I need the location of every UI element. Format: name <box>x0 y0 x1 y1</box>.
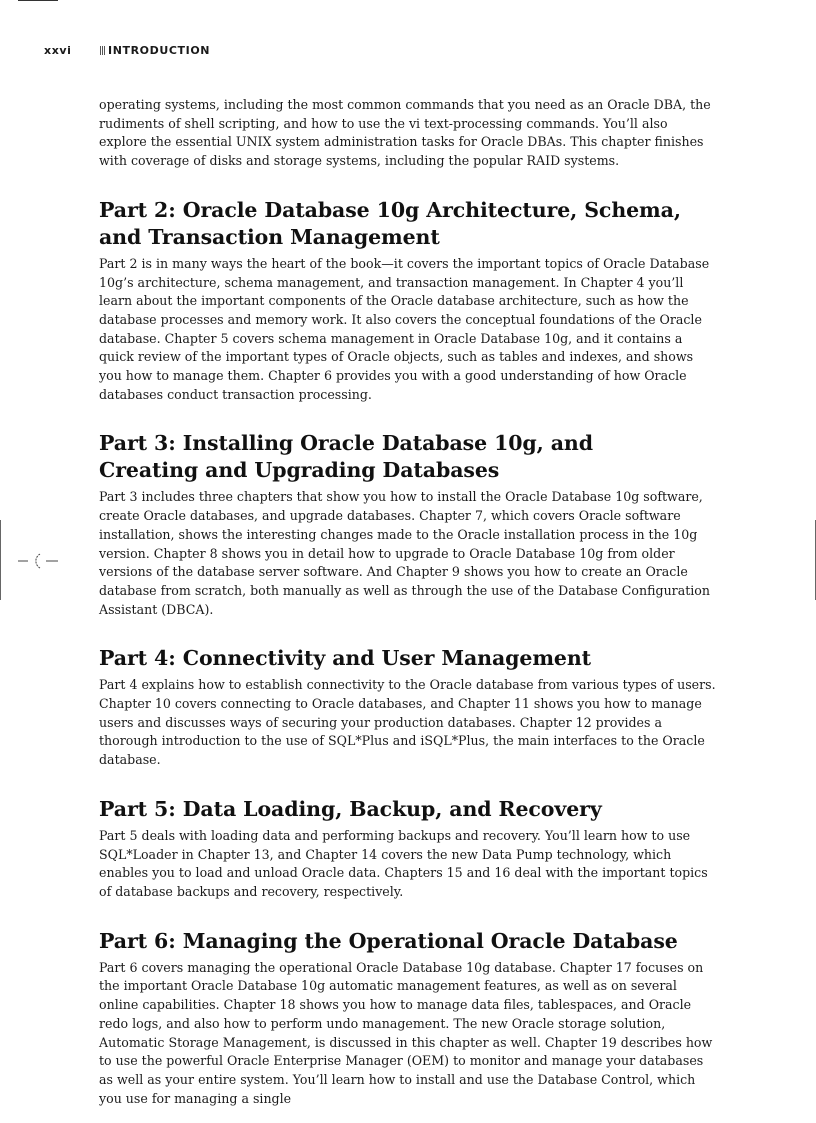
part-5-heading: Part 5: Data Loading, Backup, and Recovery <box>99 796 602 821</box>
part-4-paragraph: Part 4 explains how to establish connectivity to the Oracle database from various types of users. Chapter 10 covers connecting to Oracle databases, and Chapter 11 shows you how to manage users and discusses ways of securing your production databases. Chapter 12 provides a thorough introduction to the use of SQL*Plus and iSQL*Plus, the main interfaces to the Oracle database. <box>99 677 716 768</box>
page-content <box>99 96 719 1108</box>
registration-mark-icon <box>18 548 58 574</box>
part-3-heading-line-2: Creating and Upgrading Databases <box>99 458 500 483</box>
running-head-title: INTRODUCTION <box>108 44 211 57</box>
top-crop-rule <box>18 0 58 1</box>
section-part-4 <box>99 645 719 770</box>
part-3-heading <box>99 430 719 484</box>
part-5-paragraph: Part 5 deals with loading data and performing backups and recovery. You’ll learn how to use SQL*Loader in Chapter 13, and Chapter 14 covers the new Data Pump technology, which enables you to load and unload Oracle data. Chapters 15 and 16 deal with the important topics of database backups and recovery, respectively. <box>99 827 708 899</box>
part-6-paragraph: Part 6 covers managing the operational Oracle Database 10g database. Chapter 17 focuses on the important Oracle Database 10g automatic management features, as well as on several online capabilities. Chapter 18 shows you how to manage data files, tablespaces, and Oracle redo logs, and also how to perform undo management. The new Oracle storage solution, Automatic Storage Management, is discussed in this chapter as well. Chapter 19 describes how to use the powerful Oracle Enterprise Manager (OEM) to monitor and manage your databases as well as your entire system. You’ll learn how to install and use the Database Control, which you use for managing a single <box>99 959 713 1106</box>
running-header <box>44 44 210 57</box>
section-part-5 <box>99 796 719 902</box>
page-number: xxvi <box>44 44 72 57</box>
part-3-paragraph: Part 3 includes three chapters that show you how to install the Oracle Database 10g software, create Oracle databases, and upgrade databases. Chapter 7, which covers Oracle software installation, shows the interesting changes made to the Oracle installation process in the 10g version. Chapter 8 shows you in detail how to upgrade to Oracle Database 10g from older versions of the database server software. And Chapter 9 shows you how to create an Oracle database from scratch, both manually as well as through the use of the Database Configuration Assistant (DBCA). <box>99 489 710 617</box>
section-part-3 <box>99 430 719 619</box>
part-2-heading-line-1: Part 2: Oracle Database 10g Architecture, Schema, <box>99 197 681 222</box>
section-part-2 <box>99 197 719 405</box>
left-crop-mark <box>0 520 1 600</box>
part-3-heading-line-1: Part 3: Installing Oracle Database 10g, and <box>99 431 593 456</box>
part-2-heading <box>99 197 719 251</box>
part-2-paragraph: Part 2 is in many ways the heart of the book—it covers the important topics of Oracle Database 10g’s architecture, schema management, and transaction management. In Chapter 4 you’ll learn about the important components of the Oracle database architecture, such as how the database processes and memory work. It also covers the conceptual foundations of the Oracle database. Chapter 5 covers schema management in Oracle Database 10g, and it contains a quick review of the important types of Oracle objects, such as tables and indexes, and shows you how to manage them. Chapter 6 provides you with a good understanding of how Oracle databases conduct transaction processing. <box>99 255 710 402</box>
intro-continuation-paragraph: operating systems, including the most common commands that you need as an Oracle DBA, the rudiments of shell scripting, and how to use the vi text-processing commands. You’ll also explore the essential UNIX system administration tasks for Oracle DBAs. This chapter finishes with coverage of disks and storage systems, including the popular RAID systems. <box>99 97 711 169</box>
part-6-heading: Part 6: Managing the Operational Oracle Database <box>99 928 678 953</box>
section-part-6 <box>99 928 719 1109</box>
part-2-heading-line-2: and Transaction Management <box>99 224 440 249</box>
section-marker-icon <box>100 46 106 55</box>
part-4-heading: Part 4: Connectivity and User Management <box>99 646 592 671</box>
